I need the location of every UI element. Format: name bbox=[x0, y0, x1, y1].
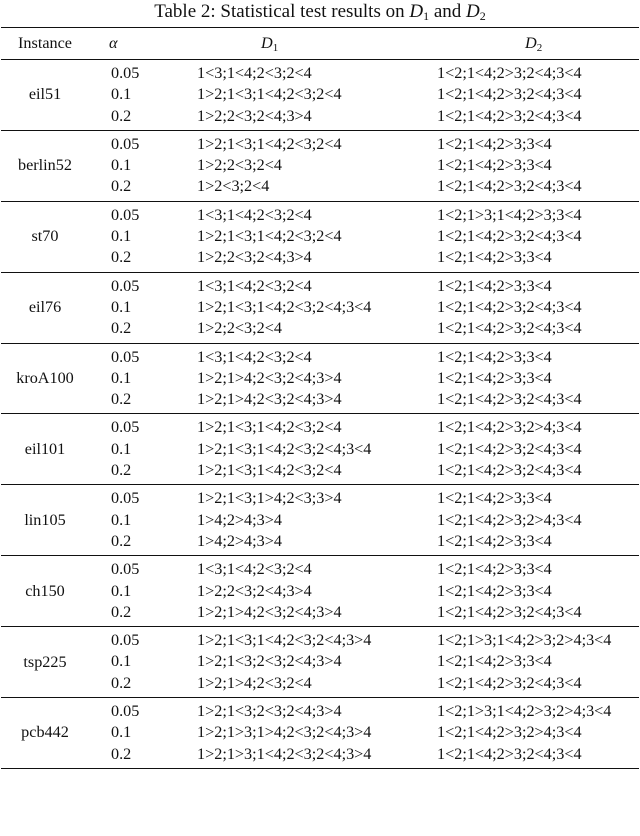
d2-result: 1<2;1<4;2>3;3<4 bbox=[437, 156, 552, 175]
d1-result: 1<3;1<4;2<3;2<4 bbox=[197, 560, 312, 579]
header-d1 bbox=[177, 28, 437, 60]
alpha-value-cell bbox=[89, 485, 177, 556]
d2-result: 1<2;1<4;2>3;2<4;3<4 bbox=[437, 319, 582, 338]
instance-cell: berlin52 bbox=[1, 130, 89, 201]
d1-result: 1>4;2>4;3>4 bbox=[197, 510, 282, 529]
table-row bbox=[1, 272, 639, 343]
d1-result: 1>2;1>4;2<3;2<4;3>4 bbox=[197, 368, 342, 387]
alpha-value: 0.05 bbox=[111, 631, 140, 650]
d1-result: 1>2;1<3;1<4;2<3;2<4 bbox=[197, 461, 342, 480]
instance-cell: tsp225 bbox=[1, 627, 89, 698]
d1-result: 1>2;1<3;1<4;2<3;2<4;3<4 bbox=[197, 439, 372, 458]
alpha-value-cell bbox=[89, 343, 177, 414]
d2-result-cell bbox=[437, 343, 639, 414]
d2-result: 1<2;1<4;2>3;2<4;3<4 bbox=[437, 177, 582, 196]
table-row bbox=[1, 60, 639, 131]
alpha-value: 0.2 bbox=[111, 602, 132, 621]
instance-cell: kroA100 bbox=[1, 343, 89, 414]
d1-result-cell bbox=[177, 414, 437, 485]
alpha-value: 0.2 bbox=[111, 319, 132, 338]
d2-result: 1<2;1<4;2>3;3<4 bbox=[437, 276, 552, 295]
instance-cell: pcb442 bbox=[1, 698, 89, 769]
header-d2-letter: D bbox=[525, 34, 537, 52]
d1-result-cell bbox=[177, 485, 437, 556]
alpha-value-cell bbox=[89, 60, 177, 131]
d1-result-cell bbox=[177, 130, 437, 201]
alpha-value: 0.05 bbox=[111, 276, 140, 295]
d2-result: 1<2;1<4;2>3;2>4;3<4 bbox=[437, 418, 582, 437]
instance-cell: eil76 bbox=[1, 272, 89, 343]
table-row bbox=[1, 698, 639, 769]
d1-result: 1>2;2<3;2<4;3>4 bbox=[197, 581, 312, 600]
alpha-value: 0.1 bbox=[111, 510, 132, 529]
d2-result: 1<2;1<4;2>3;3<4 bbox=[437, 368, 552, 387]
instance-cell: ch150 bbox=[1, 556, 89, 627]
d2-result-cell bbox=[437, 130, 639, 201]
d1-result: 1>2;1<3;2<3;2<4;3>4 bbox=[197, 702, 342, 721]
alpha-value: 0.2 bbox=[111, 177, 132, 196]
alpha-value-cell bbox=[89, 698, 177, 769]
table-caption bbox=[0, 1, 640, 23]
d2-result: 1<2;1>3;1<4;2>3;3<4 bbox=[437, 205, 582, 224]
table-body bbox=[1, 60, 639, 769]
d2-result: 1<2;1<4;2>3;3<4 bbox=[437, 531, 552, 550]
alpha-value: 0.2 bbox=[111, 390, 132, 409]
alpha-value: 0.05 bbox=[111, 418, 140, 437]
d2-result: 1<2;1>3;1<4;2>3;2>4;3<4 bbox=[437, 702, 612, 721]
header-d1-subscript: 1 bbox=[272, 42, 279, 54]
d1-result: 1>2;2<3;2<4;3>4 bbox=[197, 248, 312, 267]
table-row bbox=[1, 485, 639, 556]
alpha-value: 0.1 bbox=[111, 581, 132, 600]
d1-result-cell bbox=[177, 627, 437, 698]
alpha-value-cell bbox=[89, 130, 177, 201]
d1-result: 1>2;1<3;1<4;2<3;2<4 bbox=[197, 134, 342, 153]
alpha-value: 0.1 bbox=[111, 652, 132, 671]
alpha-symbol: α bbox=[109, 34, 118, 52]
d2-result: 1<2;1<4;2>3;2<4;3<4 bbox=[437, 439, 582, 458]
d1-result: 1<3;1<4;2<3;2<4 bbox=[197, 347, 312, 366]
alpha-value: 0.05 bbox=[111, 560, 140, 579]
alpha-value: 0.1 bbox=[111, 156, 132, 175]
d1-result: 1>2;1>3;1>4;2<3;2<4;3>4 bbox=[197, 723, 372, 742]
d1-result: 1>2;1>4;2<3;2<4 bbox=[197, 673, 312, 692]
d1-result-cell bbox=[177, 343, 437, 414]
header-d1-letter: D bbox=[261, 34, 273, 52]
d1-result-cell bbox=[177, 60, 437, 131]
alpha-value: 0.1 bbox=[111, 85, 132, 104]
caption-d2-subscript: 2 bbox=[479, 9, 486, 23]
d1-result: 1>2;1<3;1>4;2<3;3>4 bbox=[197, 489, 342, 508]
d2-result: 1<2;1<4;2>3;2<4;3<4 bbox=[437, 461, 582, 480]
d1-result: 1<3;1<4;2<3;2<4 bbox=[197, 64, 312, 82]
alpha-value: 0.05 bbox=[111, 134, 140, 153]
d2-result: 1<2;1<4;2>3;2<4;3<4 bbox=[437, 744, 582, 763]
d2-result-cell bbox=[437, 201, 639, 272]
alpha-value-cell bbox=[89, 556, 177, 627]
d2-result: 1<2;1<4;2>3;2>4;3<4 bbox=[437, 723, 582, 742]
d1-result: 1>2;2<3;2<4 bbox=[197, 319, 282, 338]
d2-result: 1<2;1<4;2>3;2<4;3<4 bbox=[437, 297, 582, 316]
alpha-value: 0.05 bbox=[111, 64, 140, 82]
alpha-value: 0.1 bbox=[111, 368, 132, 387]
d2-result: 1<2;1<4;2>3;2>4;3<4 bbox=[437, 510, 582, 529]
d2-result: 1<2;1<4;2>3;3<4 bbox=[437, 581, 552, 600]
header-d2-subscript: 2 bbox=[536, 42, 543, 54]
d2-result-cell bbox=[437, 627, 639, 698]
table-row bbox=[1, 130, 639, 201]
d1-result: 1>2;1>4;2<3;2<4;3>4 bbox=[197, 602, 342, 621]
alpha-value: 0.2 bbox=[111, 531, 132, 550]
d1-result-cell bbox=[177, 272, 437, 343]
alpha-value: 0.2 bbox=[111, 673, 132, 692]
d2-result: 1<2;1>3;1<4;2>3;2>4;3<4 bbox=[437, 631, 612, 650]
d2-result: 1<2;1<4;2>3;2<4;3<4 bbox=[437, 673, 582, 692]
instance-cell: st70 bbox=[1, 201, 89, 272]
caption-text: Table 2: Statistical test results on bbox=[154, 1, 410, 22]
alpha-value: 0.1 bbox=[111, 227, 132, 246]
d1-result: 1>2;1<3;1<4;2<3;2<4;3>4 bbox=[197, 631, 372, 650]
d2-result-cell bbox=[437, 485, 639, 556]
header-d2 bbox=[437, 28, 639, 60]
d1-result-cell bbox=[177, 556, 437, 627]
d1-result: 1>2<3;2<4 bbox=[197, 177, 270, 196]
alpha-value: 0.05 bbox=[111, 347, 140, 366]
results-table bbox=[1, 27, 639, 769]
d1-result: 1>2;2<3;2<4;3>4 bbox=[197, 106, 312, 125]
header-alpha bbox=[89, 28, 177, 60]
d2-result-cell bbox=[437, 698, 639, 769]
d2-result: 1<2;1<4;2>3;2<4;3<4 bbox=[437, 106, 582, 125]
d2-result-cell bbox=[437, 60, 639, 131]
table-row bbox=[1, 343, 639, 414]
alpha-value: 0.05 bbox=[111, 205, 140, 224]
alpha-value: 0.2 bbox=[111, 248, 132, 267]
d1-result: 1>2;1<3;1<4;2<3;2<4;3<4 bbox=[197, 297, 372, 316]
alpha-value: 0.2 bbox=[111, 106, 132, 125]
d2-result: 1<2;1<4;2>3;3<4 bbox=[437, 652, 552, 671]
d2-result: 1<2;1<4;2>3;2<4;3<4 bbox=[437, 64, 582, 82]
d1-result: 1<3;1<4;2<3;2<4 bbox=[197, 205, 312, 224]
d2-result: 1<2;1<4;2>3;3<4 bbox=[437, 560, 552, 579]
d2-result: 1<2;1<4;2>3;2<4;3<4 bbox=[437, 227, 582, 246]
d2-result-cell bbox=[437, 414, 639, 485]
instance-cell: eil101 bbox=[1, 414, 89, 485]
d1-result-cell bbox=[177, 201, 437, 272]
d1-result: 1>2;1<3;2<3;2<4;3>4 bbox=[197, 652, 342, 671]
table-row bbox=[1, 556, 639, 627]
caption-d1: D bbox=[409, 1, 424, 22]
alpha-value: 0.05 bbox=[111, 702, 140, 721]
d2-result: 1<2;1<4;2>3;3<4 bbox=[437, 134, 552, 153]
d2-result: 1<2;1<4;2>3;2<4;3<4 bbox=[437, 85, 582, 104]
d1-result-cell bbox=[177, 698, 437, 769]
d1-result: 1<3;1<4;2<3;2<4 bbox=[197, 276, 312, 295]
table-row bbox=[1, 414, 639, 485]
d2-result: 1<2;1<4;2>3;3<4 bbox=[437, 347, 552, 366]
alpha-value-cell bbox=[89, 272, 177, 343]
caption-d1-subscript: 1 bbox=[423, 9, 430, 23]
alpha-value: 0.2 bbox=[111, 744, 132, 763]
table-row bbox=[1, 201, 639, 272]
alpha-value-cell bbox=[89, 414, 177, 485]
d2-result-cell bbox=[437, 556, 639, 627]
alpha-value: 0.2 bbox=[111, 461, 132, 480]
d1-result: 1>2;1>4;2<3;2<4;3>4 bbox=[197, 390, 342, 409]
alpha-value: 0.1 bbox=[111, 723, 132, 742]
d1-result: 1>4;2>4;3>4 bbox=[197, 531, 282, 550]
instance-cell: eil51 bbox=[1, 60, 89, 131]
alpha-value-cell bbox=[89, 201, 177, 272]
d2-result-cell bbox=[437, 272, 639, 343]
alpha-value: 0.05 bbox=[111, 489, 140, 508]
alpha-value: 0.1 bbox=[111, 297, 132, 316]
d1-result: 1>2;1>3;1<4;2<3;2<4;3>4 bbox=[197, 744, 372, 763]
caption-and: and bbox=[429, 1, 467, 22]
alpha-value-cell bbox=[89, 627, 177, 698]
caption-d2: D bbox=[466, 1, 480, 22]
d1-result: 1>2;1<3;1<4;2<3;2<4 bbox=[197, 418, 342, 437]
table-row bbox=[1, 627, 639, 698]
d1-result: 1>2;1<3;1<4;2<3;2<4 bbox=[197, 85, 342, 104]
d2-result: 1<2;1<4;2>3;2<4;3<4 bbox=[437, 602, 582, 621]
instance-cell: lin105 bbox=[1, 485, 89, 556]
d2-result: 1<2;1<4;2>3;3<4 bbox=[437, 248, 552, 267]
d1-result: 1>2;2<3;2<4 bbox=[197, 156, 282, 175]
d2-result: 1<2;1<4;2>3;2<4;3<4 bbox=[437, 390, 582, 409]
header-row bbox=[1, 28, 639, 60]
d2-result: 1<2;1<4;2>3;3<4 bbox=[437, 489, 552, 508]
header-instance: Instance bbox=[1, 28, 89, 60]
d1-result: 1>2;1<3;1<4;2<3;2<4 bbox=[197, 227, 342, 246]
alpha-value: 0.1 bbox=[111, 439, 132, 458]
